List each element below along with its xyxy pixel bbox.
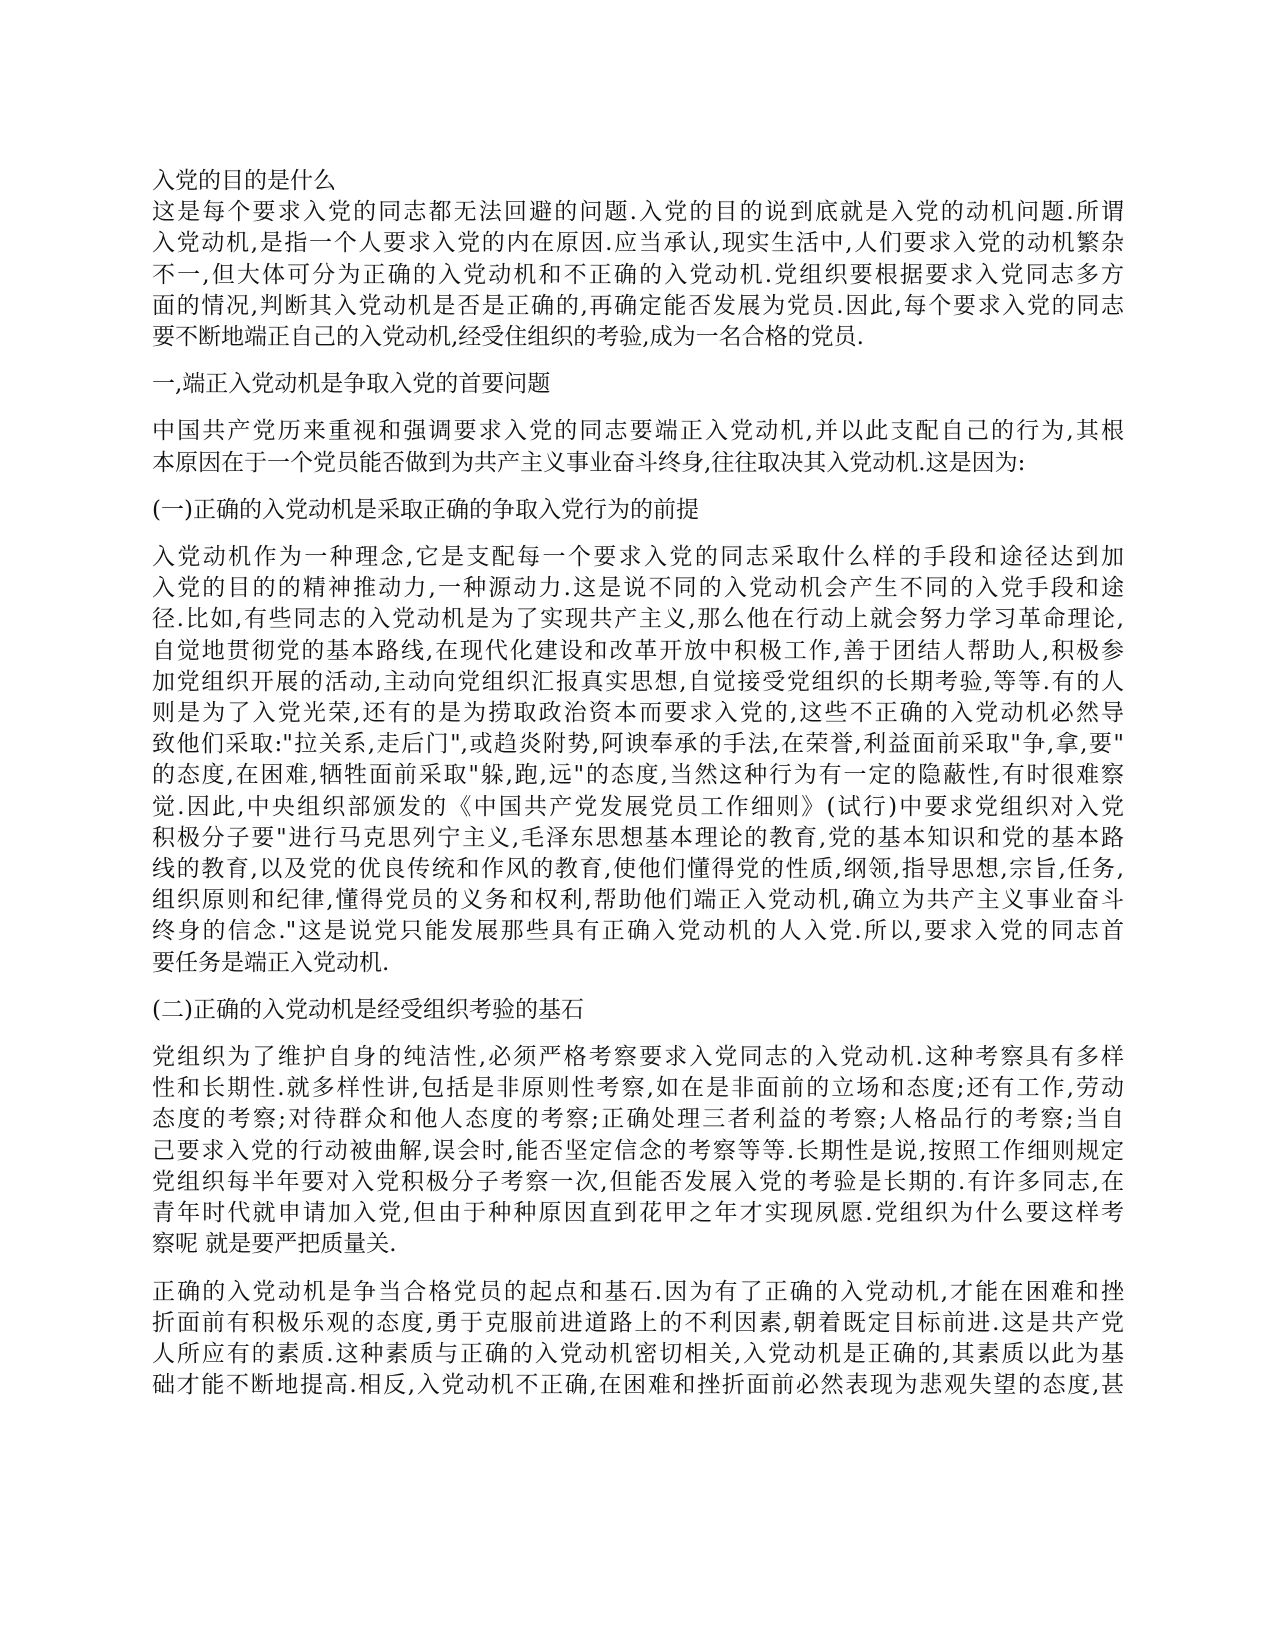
text-line: 础才能不断地提高.相反,入党动机不正确,在困难和挫折面前必然表现为悲观失望的态度,甚	[152, 1372, 1124, 1399]
text-line: 径.比如,有些同志的入党动机是为了实现共产主义,那么他在行动上就会努力学习革命理论,	[152, 606, 1124, 633]
text-line: 的态度,在困难,牺牲面前采取"躲,跑,远"的态度,当然这种行为有一定的隐蔽性,有时很难察	[152, 762, 1124, 789]
text-line: 线的教育,以及党的优良传统和作风的教育,使他们懂得党的性质,纲领,指导思想,宗旨,任务,	[152, 856, 1124, 883]
paragraph-conclusion	[152, 1277, 1124, 1402]
text-line: 本原因在于一个党员能否做到为共产主义事业奋斗终身,往往取决其入党动机.这是因为:	[152, 449, 1026, 476]
document-body	[152, 166, 1124, 1417]
text-line: 察呢 就是要严把质量关.	[152, 1231, 397, 1258]
subsection-heading: (二)正确的入党动机是经受组织考验的基石	[152, 996, 584, 1023]
text-line: 党组织为了维护自身的纯洁性,必须严格考察要求入党同志的入党动机.这种考察具有多样	[152, 1044, 1124, 1071]
text-line: 己要求入党的行动被曲解,误会时,能否坚定信念的考察等等.长期性是说,按照工作细则规定	[152, 1137, 1124, 1164]
text-line: 这是每个要求入党的同志都无法回避的问题.入党的目的说到底就是入党的动机问题.所谓	[152, 199, 1124, 226]
text-line: 加党组织开展的活动,主动向党组织汇报真实思想,自觉接受党组织的长期考验,等等.有的人	[152, 668, 1124, 695]
text-line: 青年时代就申请加入党,但由于种种原因直到花甲之年才实现夙愿.党组织为什么要这样考	[152, 1200, 1124, 1227]
text-line: 入党动机,是指一个人要求入党的内在原因.应当承认,现实生活中,人们要求入党的动机繁杂	[152, 230, 1124, 257]
subsection-heading-1	[152, 495, 1124, 526]
document-title: 入党的目的是什么	[152, 168, 336, 194]
section-heading-1	[152, 369, 1124, 400]
text-line: 入党动机作为一种理念,它是支配每一个要求入党的同志采取什么样的手段和途径达到加	[152, 544, 1124, 571]
text-line: 终身的信念."这是说党只能发展那些具有正确入党动机的人入党.所以,要求入党的同志首	[152, 918, 1124, 945]
text-line: 党组织每半年要对入党积极分子考察一次,但能否发展入党的考验是长期的.有许多同志,在	[152, 1168, 1124, 1195]
text-line: 致他们采取:"拉关系,走后门",或趋炎附势,阿谀奉承的手法,在荣誉,利益面前采取"争,拿,要"	[152, 731, 1124, 758]
text-line: 积极分子要"进行马克思列宁主义,毛泽东思想基本理论的教育,党的基本知识和党的基本路	[152, 824, 1124, 851]
section-heading: 一,端正入党动机是争取入党的首要问题	[152, 371, 551, 398]
text-line: 态度的考察;对待群众和他人态度的考察;正确处理三者利益的考察;人格品行的考察;当自	[152, 1106, 1124, 1133]
text-line: 觉.因此,中央组织部颁发的《中国共产党发展党员工作细则》(试行)中要求党组织对入党	[152, 793, 1124, 820]
text-line: 正确的入党动机是争当合格党员的起点和基石.因为有了正确的入党动机,才能在困难和挫	[152, 1278, 1124, 1305]
text-line: 折面前有积极乐观的态度,勇于克服前进道路上的不利因素,朝着既定目标前进.这是共产党	[152, 1309, 1124, 1336]
text-line: 面的情况,判断其入党动机是否是正确的,再确定能否发展为党员.因此,每个要求入党的同志	[152, 292, 1124, 319]
paragraph-section-1	[152, 416, 1124, 478]
text-line: 性和长期性.就多样性讲,包括是非原则性考察,如在是非面前的立场和态度;还有工作,劳动	[152, 1075, 1124, 1102]
subsection-heading-2	[152, 995, 1124, 1026]
text-line: 不一,但大体可分为正确的入党动机和不正确的入党动机.党组织要根据要求入党同志多方	[152, 261, 1124, 288]
text-line: 则是为了入党光荣,还有的是为捞取政治资本而要求入党的,这些不正确的入党动机必然导	[152, 700, 1124, 727]
paragraph-subsection-1	[152, 542, 1124, 979]
paragraph-subsection-2	[152, 1042, 1124, 1260]
text-line: 中国共产党历来重视和强调要求入党的同志要端正入党动机,并以此支配自己的行为,其根	[152, 418, 1124, 445]
text-line: 自觉地贯彻党的基本路线,在现代化建设和改革开放中积极工作,善于团结人帮助人,积极参	[152, 637, 1124, 664]
paragraph-intro	[152, 197, 1124, 353]
text-line: 入党的目的的精神推动力,一种源动力.这是说不同的入党动机会产生不同的入党手段和途	[152, 575, 1124, 602]
subsection-heading: (一)正确的入党动机是采取正确的争取入党行为的前提	[152, 496, 699, 523]
text-line: 组织原则和纪律,懂得党员的义务和权利,帮助他们端正入党动机,确立为共产主义事业奋斗	[152, 887, 1124, 914]
text-line: 人所应有的素质.这种素质与正确的入党动机密切相关,入党动机是正确的,其素质以此为基	[152, 1340, 1124, 1367]
text-line: 要任务是端正入党动机.	[152, 949, 390, 976]
text-line: 要不断地端正自己的入党动机,经受住组织的考验,成为一名合格的党员.	[152, 324, 864, 351]
